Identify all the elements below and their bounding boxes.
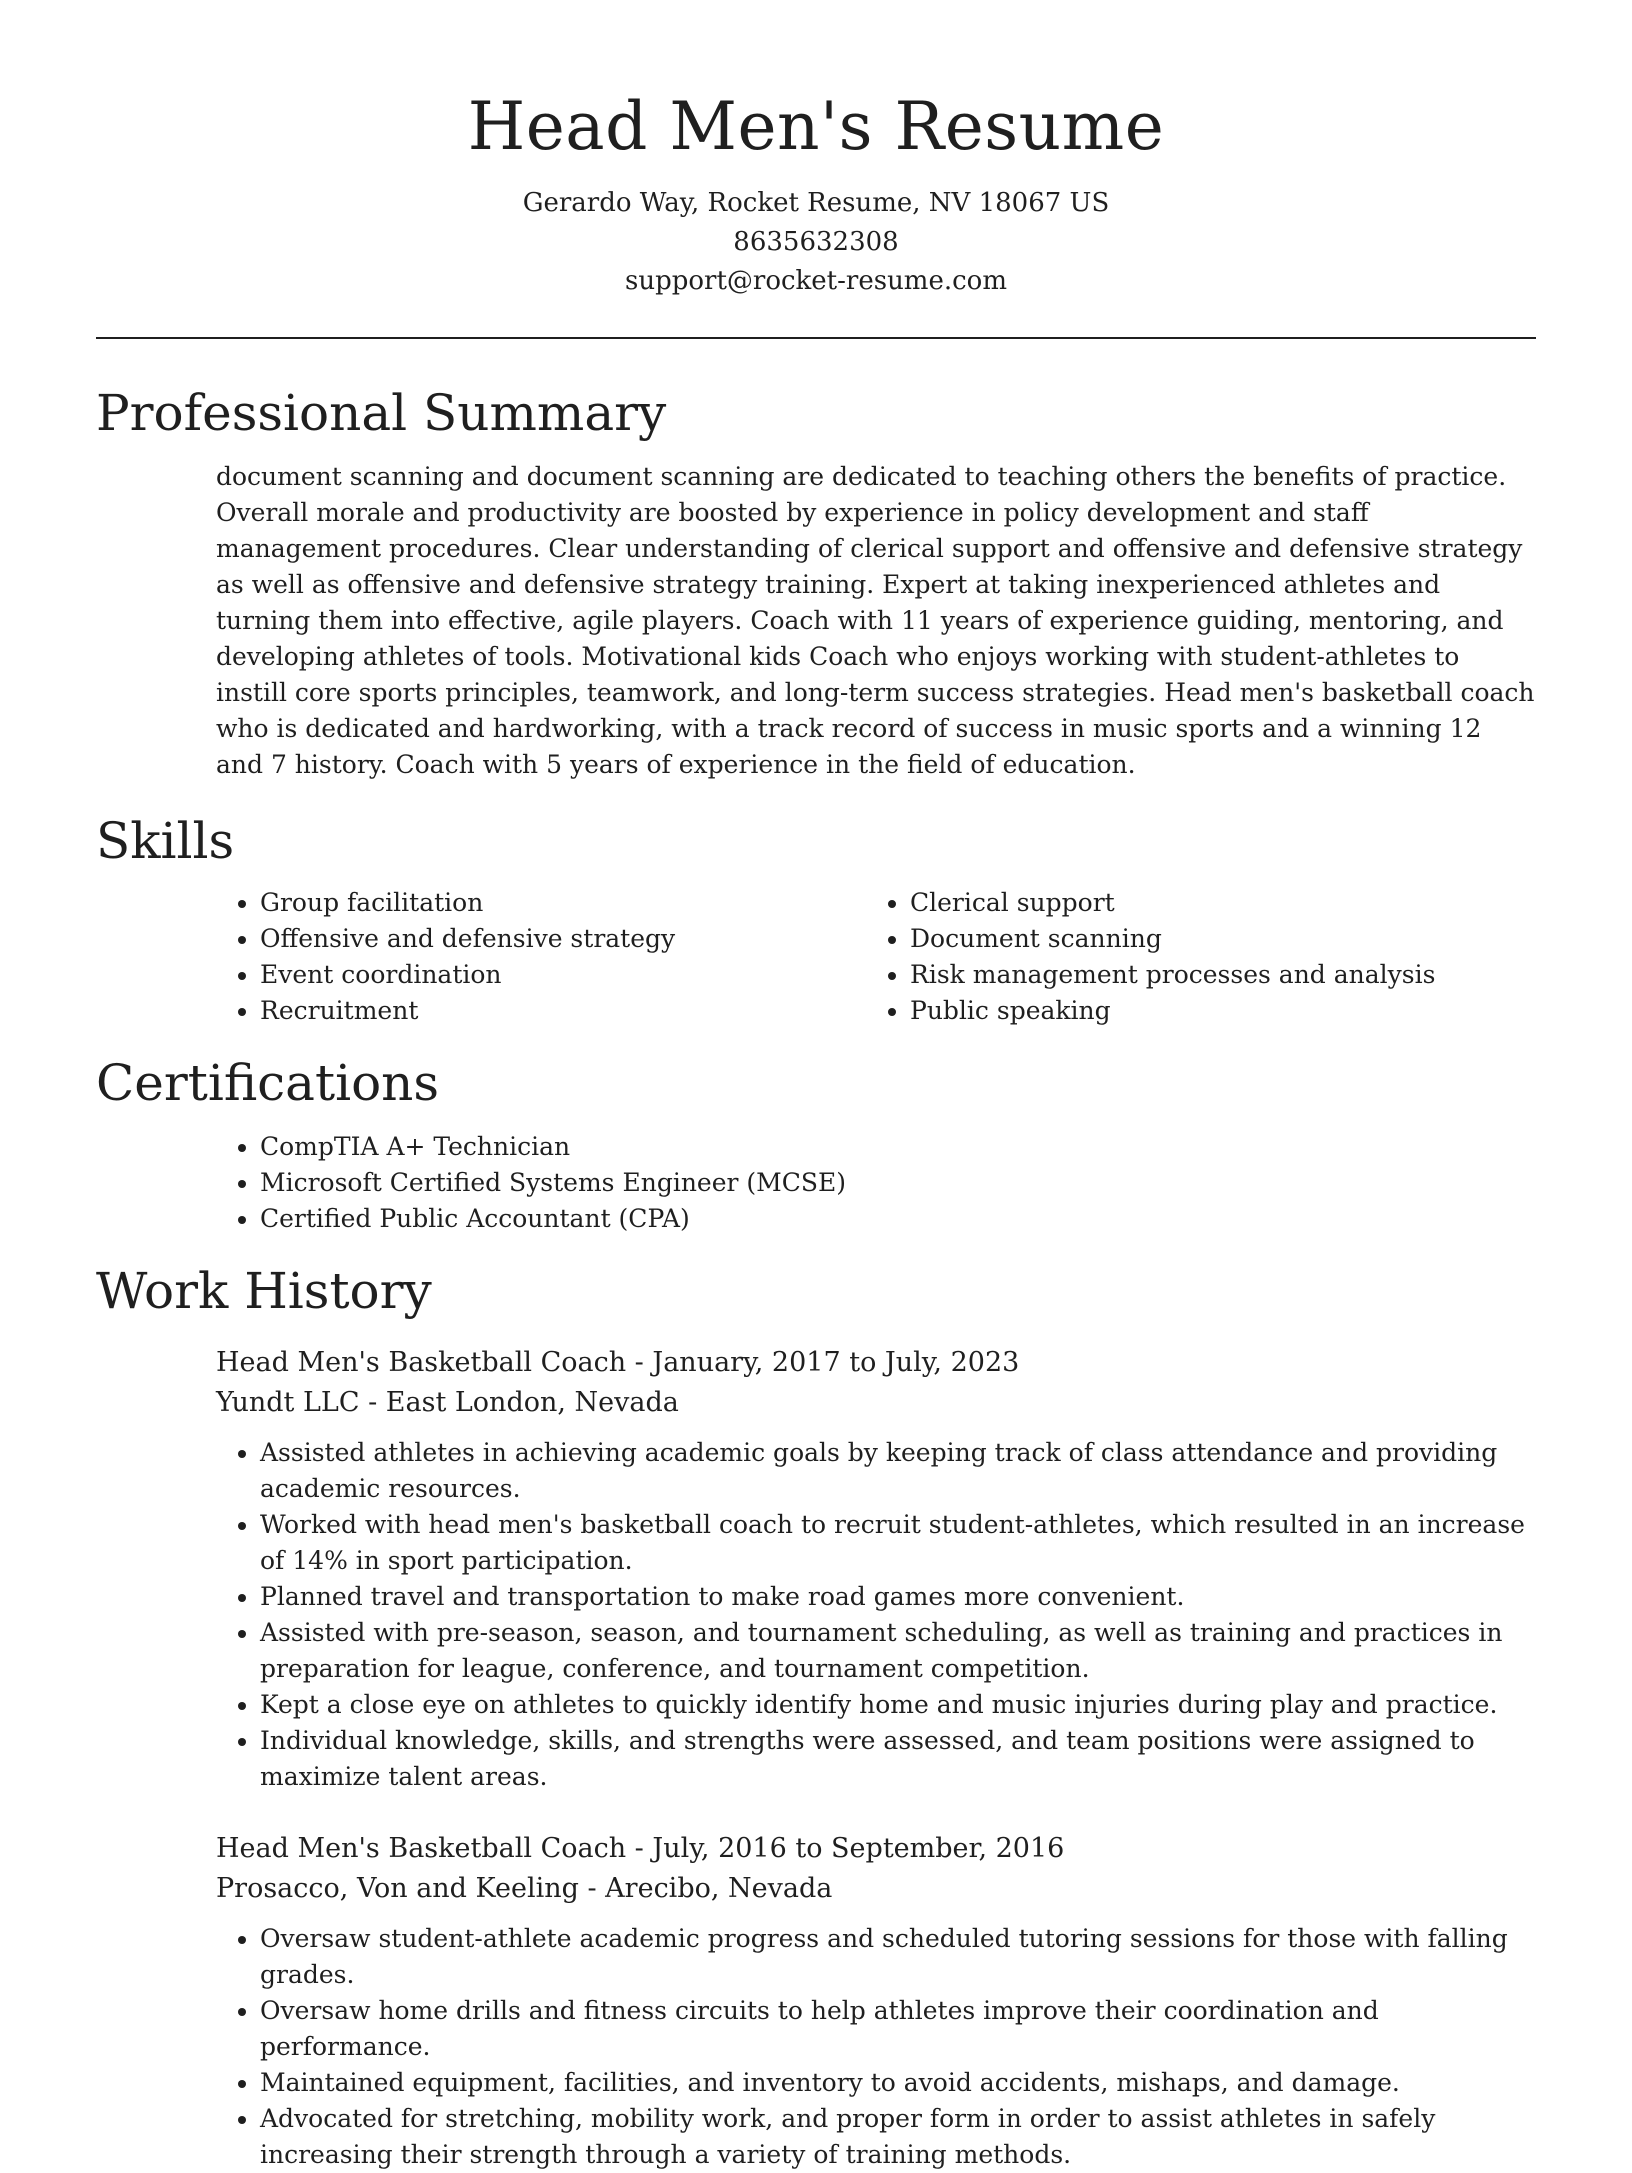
skills-column-left <box>216 885 866 1029</box>
skill-item: • Offensive and defensive strategy <box>260 921 866 957</box>
certification-item: • Certified Public Accountant (CPA) <box>260 1201 1536 1237</box>
certification-item: • Microsoft Certified Systems Engineer (MCSE) <box>260 1165 1536 1201</box>
job-entry <box>216 1829 1536 2173</box>
contact-email: support@rocket-resume.com <box>624 266 1007 296</box>
contact-info <box>96 184 1536 301</box>
job-duty-item: • Kept a close eye on athletes to quickly identify home and music injuries during play and practice. <box>260 1687 1536 1723</box>
skill-item: • Public speaking <box>910 993 1516 1029</box>
skills-column-right <box>866 885 1516 1029</box>
resume-page <box>96 0 1536 2173</box>
job-company-location: Yundt LLC - East London, Nevada <box>216 1387 679 1418</box>
skill-item: • Recruitment <box>260 993 866 1029</box>
job-title-dates: Head Men's Basketball Coach - January, 2017 to July, 2023 <box>216 1347 1020 1378</box>
job-entry <box>216 1343 1536 1795</box>
job-duty-item: • Planned travel and transportation to make road games more convenient. <box>260 1579 1536 1615</box>
skill-item: • Group facilitation <box>260 885 866 921</box>
job-duty-item: • Maintained equipment, facilities, and inventory to avoid accidents, mishaps, and damage. <box>260 2065 1536 2101</box>
contact-address: Gerardo Way, Rocket Resume, NV 18067 US <box>522 188 1110 218</box>
certifications-heading: Certifications <box>96 1054 440 1112</box>
skill-item: • Event coordination <box>260 957 866 993</box>
job-duty-item: • Assisted athletes in achieving academic goals by keeping track of class attendance and providing academic resources. <box>260 1435 1536 1507</box>
certification-item: • CompTIA A+ Technician <box>260 1129 1536 1165</box>
skills-heading: Skills <box>96 812 235 870</box>
work-history-heading: Work History <box>96 1262 432 1320</box>
work-history-section <box>96 1259 1536 2173</box>
job-duty-item: • Advocated for stretching, mobility work, and proper form in order to assist athletes in safely increasing their strength through a variety of training methods. <box>260 2101 1536 2173</box>
job-duty-item: • Assisted with pre-season, season, and tournament scheduling, as well as training and practices in preparation for league, conference, and tournament competition. <box>260 1615 1536 1687</box>
resume-header <box>96 0 1536 301</box>
summary-section <box>96 381 1536 783</box>
summary-text: document scanning and document scanning are dedicated to teaching others the benefits of practice. Overall morale and productivity are boosted by experience in policy development and staff management procedures. Clear understanding of clerical support and offensive and defensive strategy as well as offensive and defensive strategy training. Expert at taking inexperienced athletes and turning them into effective, agile players. Coach with 11 years of experience guiding, mentoring, and developing athletes of tools. Motivational kids Coach who enjoys working with student-athletes to instill core sports principles, teamwork, and long-term success strategies. Head men's basketball coach who is dedicated and hardworking, with a track record of success in music sports and a winning 12 and 7 history. Coach with 5 years of experience in the field of education. <box>216 462 1535 779</box>
header-divider <box>96 337 1536 339</box>
summary-heading: Professional Summary <box>96 384 667 442</box>
job-duty-item: • Oversaw home drills and fitness circuits to help athletes improve their coordination and performance. <box>260 1993 1536 2065</box>
skill-item: • Document scanning <box>910 921 1516 957</box>
job-duties <box>216 1921 1536 2173</box>
certifications-section <box>96 1051 1536 1237</box>
skills-section <box>96 809 1536 1029</box>
job-duties <box>216 1435 1536 1795</box>
skills-grid <box>216 885 1536 1029</box>
job-duty-item: • Individual knowledge, skills, and strengths were assessed, and team positions were assigned to maximize talent areas. <box>260 1723 1536 1795</box>
skill-item: • Clerical support <box>910 885 1516 921</box>
resume-title: Head Men's Resume <box>467 88 1165 165</box>
job-company-location: Prosacco, Von and Keeling - Arecibo, Nevada <box>216 1873 833 1904</box>
skill-item: • Risk management processes and analysis <box>910 957 1516 993</box>
job-title-dates: Head Men's Basketball Coach - July, 2016 to September, 2016 <box>216 1833 1065 1864</box>
contact-phone: 8635632308 <box>733 227 899 257</box>
job-duty-item: • Oversaw student-athlete academic progress and scheduled tutoring sessions for those with falling grades. <box>260 1921 1536 1993</box>
certifications-list <box>216 1129 1536 1237</box>
job-duty-item: • Worked with head men's basketball coach to recruit student-athletes, which resulted in an increase of 14% in sport participation. <box>260 1507 1536 1579</box>
